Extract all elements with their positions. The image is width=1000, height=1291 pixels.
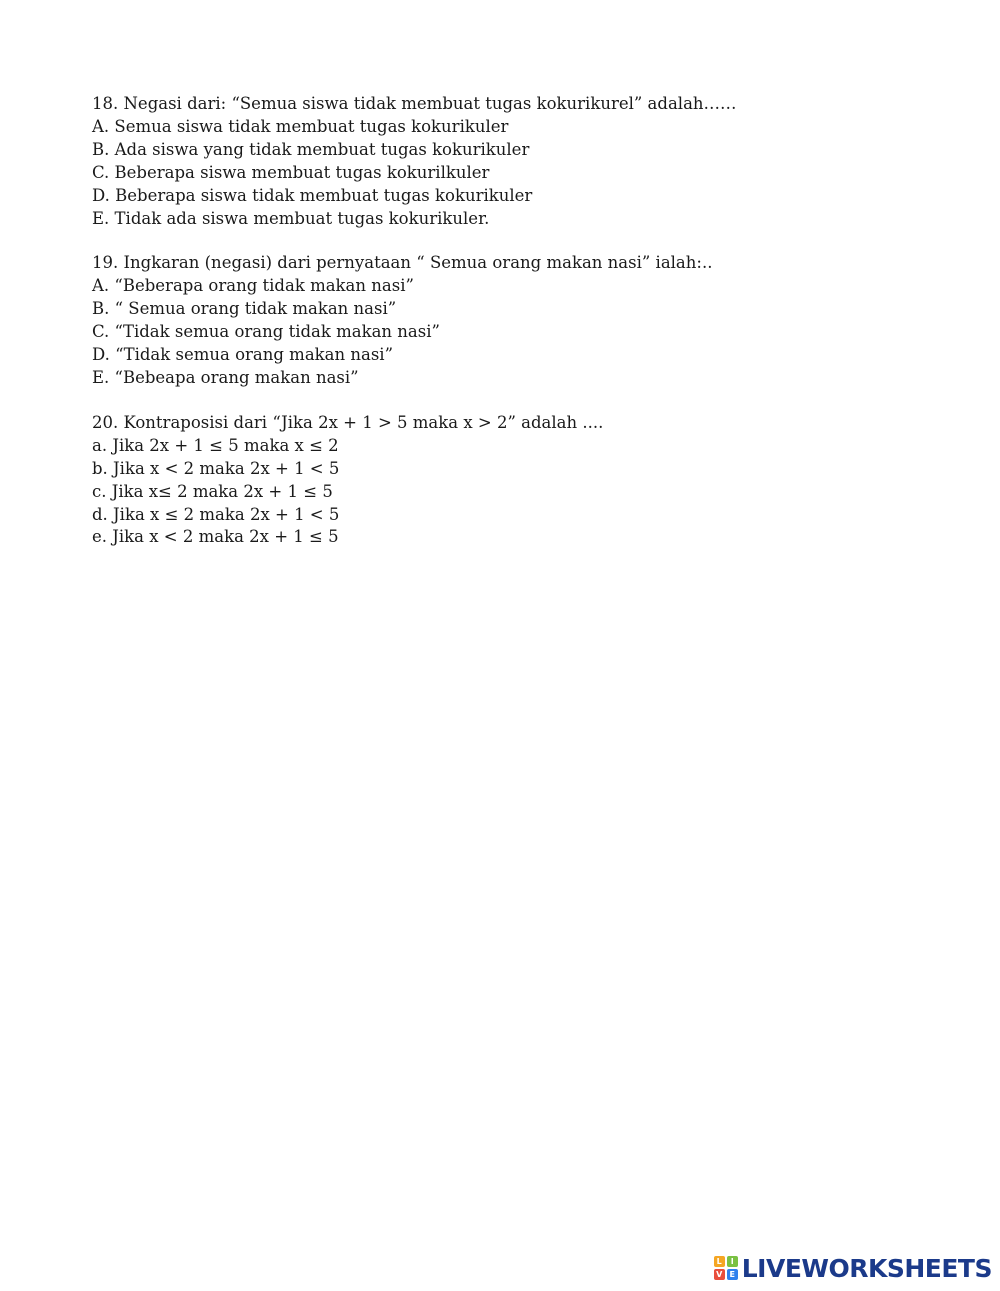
- question-stem: 18. Negasi dari: “Semua siswa tidak membuat tugas kokurikurel” adalah……: [92, 94, 737, 113]
- question-20: [92, 412, 912, 549]
- question-18: [92, 93, 912, 230]
- answer-option-b: B. “ Semua orang tidak makan nasi”: [92, 299, 397, 319]
- answer-option-c: C. “Tidak semua orang tidak makan nasi”: [92, 322, 440, 342]
- answer-option-b: b. Jika x < 2 maka 2x + 1 < 5: [92, 458, 340, 478]
- answer-option-a: A. Semua siswa tidak membuat tugas kokurikuler: [92, 116, 509, 136]
- answer-option-a: a. Jika 2x + 1 ≤ 5 maka x ≤ 2: [92, 435, 339, 455]
- answer-option-a: A. “Beberapa orang tidak makan nasi”: [92, 276, 414, 296]
- logo-tile-e: E: [727, 1269, 738, 1280]
- answer-option-d: D. “Tidak semua orang makan nasi”: [92, 345, 394, 365]
- logo-tile-i: I: [727, 1256, 738, 1267]
- worksheet: [92, 93, 912, 571]
- answer-option-c: C. Beberapa siswa membuat tugas kokurilkuler: [92, 162, 490, 182]
- answer-option-e: E. “Bebeapa orang makan nasi”: [92, 367, 359, 387]
- question-19: [92, 252, 912, 389]
- liveworksheets-logo-icon: [714, 1256, 738, 1280]
- answer-option-c: c. Jika x≤ 2 maka 2x + 1 ≤ 5: [92, 481, 333, 501]
- answer-option-d: D. Beberapa siswa tidak membuat tugas kokurikuler: [92, 185, 533, 205]
- question-stem: 20. Kontraposisi dari “Jika 2x + 1 > 5 maka x > 2” adalah ....: [92, 412, 604, 432]
- logo-tile-l: L: [714, 1256, 725, 1267]
- answer-option-d: d. Jika x ≤ 2 maka 2x + 1 < 5: [92, 504, 340, 524]
- answer-option-e: e. Jika x < 2 maka 2x + 1 ≤ 5: [92, 527, 339, 547]
- liveworksheets-wordmark: LIVEWORKSHEETS: [741, 1253, 992, 1283]
- answer-option-e: E. Tidak ada siswa membuat tugas kokurikuler.: [92, 208, 490, 228]
- liveworksheets-brand: [714, 1253, 992, 1283]
- question-stem: 19. Ingkaran (negasi) dari pernyataan “ Semua orang makan nasi” ialah:..: [92, 253, 713, 273]
- answer-option-b: B. Ada siswa yang tidak membuat tugas kokurikuler: [92, 139, 530, 159]
- logo-tile-v: V: [714, 1269, 725, 1280]
